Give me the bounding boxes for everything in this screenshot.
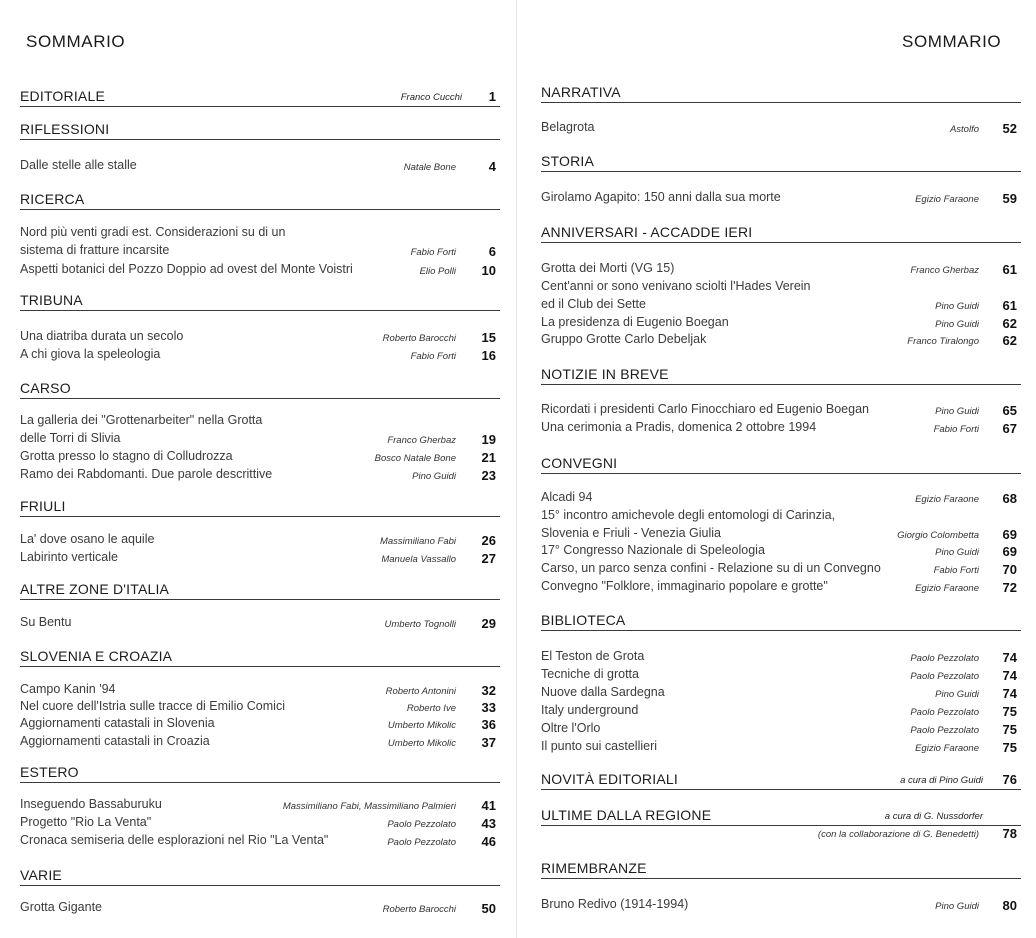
entry-page-number: 33: [481, 700, 496, 715]
entry-author: Fabio Forti: [410, 247, 456, 258]
entry-author: Paolo Pezzolato: [387, 819, 456, 830]
entry-title: Progetto "Rio La Venta": [20, 815, 152, 829]
entry-title: Aspetti botanici del Pozzo Doppio ad ovest del Monte Voistri: [20, 262, 353, 276]
section-title: NARRATIVA: [541, 84, 621, 100]
entry-title: Grotta dei Morti (VG 15): [541, 261, 675, 275]
entry-title: Cent'anni or sono venivano sciolti l'Hades Verein: [541, 279, 811, 293]
entry-author: Pino Guidi: [935, 319, 979, 330]
entry-author: Egizio Faraone: [915, 494, 979, 505]
section-title: ULTIME DALLA REGIONE: [541, 807, 712, 823]
section-title: RIFLESSIONI: [20, 121, 110, 137]
section-header: [20, 88, 500, 107]
entry-title: Girolamo Agapito: 150 anni dalla sua morte: [541, 190, 781, 204]
entry-author: Massimiliano Fabi: [379, 536, 456, 547]
entry-page-number: 36: [481, 717, 496, 732]
entry-title: Ricordati i presidenti Carlo Finocchiaro ed Eugenio Boegan: [541, 402, 869, 416]
entry-page-number: 69: [1002, 527, 1017, 542]
section-title: TRIBUNA: [20, 292, 83, 308]
toc-entry[interactable]: [20, 413, 500, 430]
entry-author: Roberto Ive: [406, 703, 456, 714]
entry-title: 15° incontro amichevole degli entomologi di Carinzia,: [541, 508, 836, 522]
section-title: BIBLIOTECA: [541, 612, 626, 628]
toc-entry[interactable]: [20, 615, 500, 632]
section-author: a cura di Pino Guidi: [900, 775, 983, 786]
section-title: VARIE: [20, 867, 62, 883]
entry-page-number: 69: [1002, 544, 1017, 559]
entry-page-number: 26: [481, 533, 496, 548]
section-title: CARSO: [20, 380, 71, 396]
entry-page-number: 74: [1002, 668, 1017, 683]
toc-entry[interactable]: [541, 508, 1021, 525]
entry-page-number: 6: [488, 244, 496, 259]
entry-author: Roberto Antonini: [385, 686, 456, 697]
section-header: [20, 867, 500, 886]
entry-title: Grotta presso lo stagno di Colludrozza: [20, 449, 233, 463]
toc-entry[interactable]: [541, 120, 1021, 137]
entry-title: La' dove osano le aquile: [20, 532, 155, 546]
toc-entry[interactable]: [20, 329, 500, 346]
entry-page-number: 37: [481, 735, 496, 750]
entry-title: Inseguendo Bassaburuku: [20, 797, 162, 811]
entry-title: Una diatriba durata un secolo: [20, 329, 184, 343]
toc-entry[interactable]: [541, 261, 1021, 278]
page-heading-left: SOMMARIO: [26, 32, 126, 51]
entry-title: Grotta Gigante: [20, 900, 102, 914]
entry-page-number: 75: [1002, 740, 1017, 755]
entry-title: Convegno "Folklore, immaginario popolare e grotte": [541, 579, 828, 593]
toc-entry[interactable]: [541, 825, 1021, 842]
entry-title: Tecniche di grotta: [541, 667, 639, 681]
entry-title: Slovenia e Friuli - Venezia Giulia: [541, 526, 721, 540]
toc-entry[interactable]: [20, 449, 500, 466]
toc-entry[interactable]: [20, 532, 500, 549]
section-title: FRIULI: [20, 498, 66, 514]
entry-author: Egizio Faraone: [915, 583, 979, 594]
entry-page-number: 59: [1002, 191, 1017, 206]
entry-page-number: 61: [1002, 298, 1017, 313]
entry-title: La presidenza di Eugenio Boegan: [541, 315, 729, 329]
entry-title: Nel cuore dell'Istria sulle tracce di Emilio Comici: [20, 699, 285, 713]
toc-entry[interactable]: [20, 815, 500, 832]
entry-title: sistema di fratture incarsite: [20, 243, 170, 257]
entry-title: Nuove dalla Sardegna: [541, 685, 665, 699]
section-author: Franco Cucchi: [400, 92, 462, 103]
entry-title: Aggiornamenti catastali in Slovenia: [20, 716, 215, 730]
section-author: a cura di G. Nussdorfer: [884, 811, 983, 822]
entry-title: El Teston de Grota: [541, 649, 645, 663]
toc-entry[interactable]: [20, 225, 500, 242]
entry-author: Astolfo: [949, 124, 979, 135]
section-title: CONVEGNI: [541, 455, 618, 471]
entry-author: Pino Guidi: [935, 689, 979, 700]
section-header: [20, 581, 500, 600]
entry-page-number: 16: [481, 348, 496, 363]
entry-author: Pino Guidi: [935, 901, 979, 912]
entry-author: Egizio Faraone: [915, 194, 979, 205]
entry-page-number: 41: [481, 798, 496, 813]
entry-page-number: 62: [1002, 316, 1017, 331]
entry-title: Una cerimonia a Pradis, domenica 2 ottobre 1994: [541, 420, 817, 434]
toc-entry[interactable]: [20, 243, 500, 260]
toc-entry[interactable]: [20, 716, 500, 733]
entry-page-number: 78: [1002, 826, 1017, 841]
entry-author: Pino Guidi: [935, 301, 979, 312]
entry-author: Umberto Mikolic: [387, 738, 456, 749]
entry-author: Roberto Barocchi: [382, 904, 456, 915]
toc-entry[interactable]: [541, 649, 1021, 666]
entry-title: delle Torri di Slivia: [20, 431, 121, 445]
section-title: ESTERO: [20, 764, 79, 780]
entry-author: Paolo Pezzolato: [910, 653, 979, 664]
entry-page-number: 23: [481, 468, 496, 483]
toc-entry[interactable]: [541, 402, 1021, 419]
toc-entry[interactable]: [541, 897, 1021, 914]
toc-entry[interactable]: [541, 579, 1021, 596]
entry-author: Umberto Mikolic: [387, 720, 456, 731]
entry-title: 17° Congresso Nazionale di Speleologia: [541, 543, 765, 557]
entry-page-number: 19: [481, 432, 496, 447]
entry-page-number: 72: [1002, 580, 1017, 595]
toc-entry[interactable]: [541, 703, 1021, 720]
section-header: [20, 191, 500, 210]
section-header: [541, 153, 1021, 172]
section-title: NOTIZIE IN BREVE: [541, 366, 669, 382]
section-title: RICERCA: [20, 191, 85, 207]
section-title: ALTRE ZONE D'ITALIA: [20, 581, 170, 597]
entry-title: Aggiornamenti catastali in Croazia: [20, 734, 210, 748]
entry-page-number: 10: [481, 263, 496, 278]
section-header: [20, 380, 500, 399]
section-page-number: 1: [488, 89, 496, 104]
entry-page-number: 62: [1002, 333, 1017, 348]
section-header: [20, 121, 500, 140]
toc-entry[interactable]: [541, 543, 1021, 560]
entry-page-number: 43: [481, 816, 496, 831]
entry-author: Giorgio Colombetta: [897, 530, 979, 541]
entry-author: Umberto Tognolli: [384, 619, 456, 630]
section-header: [541, 455, 1021, 474]
section-header: [20, 292, 500, 311]
entry-page-number: 75: [1002, 704, 1017, 719]
section-header: [20, 498, 500, 517]
entry-author: Elio Polli: [419, 266, 456, 277]
entry-title: ed il Club dei Sette: [541, 297, 646, 311]
section-header: [541, 807, 1021, 826]
entry-title: Bruno Redivo (1914-1994): [541, 897, 689, 911]
section-header: [541, 860, 1021, 879]
entry-title: Carso, un parco senza confini - Relazione su di un Convegno: [541, 561, 881, 575]
entry-page-number: 32: [481, 683, 496, 698]
toc-entry[interactable]: [20, 734, 500, 751]
entry-title: Alcadi 94: [541, 490, 593, 504]
entry-author: Franco Gherbaz: [910, 265, 979, 276]
entry-author: Paolo Pezzolato: [910, 671, 979, 682]
toc-entry[interactable]: [20, 682, 500, 699]
entry-page-number: 74: [1002, 650, 1017, 665]
entry-page-number: 70: [1002, 562, 1017, 577]
entry-page-number: 74: [1002, 686, 1017, 701]
entry-page-number: 65: [1002, 403, 1017, 418]
toc-entry[interactable]: [20, 900, 500, 917]
entry-author: Paolo Pezzolato: [910, 707, 979, 718]
entry-title: Ramo dei Rabdomanti. Due parole descrittive: [20, 467, 273, 481]
entry-page-number: 52: [1002, 121, 1017, 136]
entry-author: Natale Bone: [403, 162, 456, 173]
entry-author: Massimiliano Fabi, Massimiliano Palmieri: [282, 801, 456, 812]
toc-entry[interactable]: [541, 297, 1021, 314]
entry-author: Franco Gherbaz: [387, 435, 456, 446]
section-title: ANNIVERSARI - ACCADDE IERI: [541, 224, 753, 240]
entry-title: La galleria dei "Grottenarbeiter" nella Grotta: [20, 413, 263, 427]
toc-entry[interactable]: [541, 315, 1021, 332]
toc-entry[interactable]: [541, 490, 1021, 507]
entry-page-number: 29: [481, 616, 496, 631]
entry-title: Italy underground: [541, 703, 639, 717]
toc-entry[interactable]: [541, 685, 1021, 702]
entry-page-number: 61: [1002, 262, 1017, 277]
toc-entry[interactable]: [20, 833, 500, 850]
section-title: RIMEMBRANZE: [541, 860, 647, 876]
entry-title: Nord più venti gradi est. Considerazioni su di un: [20, 225, 286, 239]
entry-author: Fabio Forti: [933, 565, 979, 576]
entry-author: Fabio Forti: [933, 424, 979, 435]
entry-author: Pino Guidi: [935, 547, 979, 558]
entry-author: Paolo Pezzolato: [387, 837, 456, 848]
toc-entry[interactable]: [541, 420, 1021, 437]
entry-author: Fabio Forti: [410, 351, 456, 362]
entry-page-number: 27: [481, 551, 496, 566]
entry-page-number: 68: [1002, 491, 1017, 506]
section-page-number: 76: [1002, 772, 1017, 787]
toc-entry[interactable]: [20, 431, 500, 448]
entry-title: Labirinto verticale: [20, 550, 118, 564]
toc-entry[interactable]: [541, 526, 1021, 543]
entry-page-number: 50: [481, 901, 496, 916]
toc-entry[interactable]: [20, 797, 500, 814]
section-header: [541, 771, 1021, 790]
entry-author: (con la collaborazione di G. Benedetti): [817, 829, 979, 840]
right-page: [541, 0, 1021, 938]
toc-entry[interactable]: [541, 739, 1021, 756]
toc-entry[interactable]: [20, 699, 500, 716]
left-page: [20, 0, 500, 938]
entry-title: Il punto sui castellieri: [541, 739, 658, 753]
section-header: [20, 648, 500, 667]
entry-author: Manuela Vassallo: [381, 554, 456, 565]
entry-page-number: 46: [481, 834, 496, 849]
entry-page-number: 80: [1002, 898, 1017, 913]
section-header: [541, 366, 1021, 385]
entry-page-number: 67: [1002, 421, 1017, 436]
entry-page-number: 15: [481, 330, 496, 345]
entry-author: Pino Guidi: [935, 406, 979, 417]
toc-entry[interactable]: [20, 158, 500, 175]
page-gutter: [516, 0, 517, 938]
entry-page-number: 4: [488, 159, 496, 174]
entry-title: Belagrota: [541, 120, 595, 134]
toc-entry[interactable]: [541, 332, 1021, 349]
toc-entry[interactable]: [20, 550, 500, 567]
entry-title: Oltre l'Orlo: [541, 721, 601, 735]
section-header: [541, 224, 1021, 243]
entry-title: Campo Kanin '94: [20, 682, 116, 696]
section-title: NOVITÀ EDITORIALI: [541, 771, 678, 787]
section-header: [20, 764, 500, 783]
section-header: [541, 84, 1021, 103]
entry-title: A chi giova la speleologia: [20, 347, 161, 361]
entry-title: Dalle stelle alle stalle: [20, 158, 137, 172]
toc-entry[interactable]: [541, 190, 1021, 207]
toc-entry[interactable]: [20, 262, 500, 279]
entry-title: Gruppo Grotte Carlo Debeljak: [541, 332, 707, 346]
entry-page-number: 21: [481, 450, 496, 465]
entry-author: Roberto Barocchi: [382, 333, 456, 344]
section-title: SLOVENIA E CROAZIA: [20, 648, 173, 664]
section-header: [541, 612, 1021, 631]
toc-entry[interactable]: [20, 347, 500, 364]
section-title: EDITORIALE: [20, 88, 105, 104]
entry-author: Franco Tiralongo: [907, 336, 979, 347]
toc-entry[interactable]: [541, 667, 1021, 684]
toc-entry[interactable]: [541, 561, 1021, 578]
toc-entry[interactable]: [541, 279, 1021, 296]
toc-entry[interactable]: [541, 721, 1021, 738]
entry-page-number: 75: [1002, 722, 1017, 737]
section-title: STORIA: [541, 153, 595, 169]
entry-author: Bosco Natale Bone: [374, 453, 456, 464]
entry-author: Pino Guidi: [412, 471, 456, 482]
entry-title: Cronaca semiseria delle esplorazioni nel Rio "La Venta": [20, 833, 329, 847]
page-heading-right: SOMMARIO: [902, 32, 1002, 51]
entry-author: Paolo Pezzolato: [910, 725, 979, 736]
entry-author: Egizio Faraone: [915, 743, 979, 754]
entry-title: Su Bentu: [20, 615, 72, 629]
toc-entry[interactable]: [20, 467, 500, 484]
